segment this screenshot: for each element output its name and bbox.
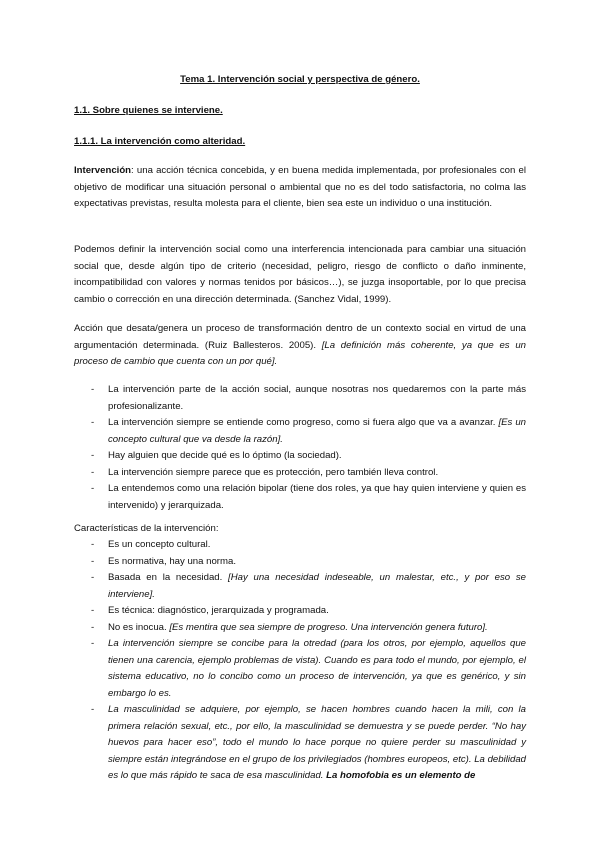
list-item: - Hay alguien que decide qué es lo óptimo (la sociedad).: [74, 448, 526, 465]
section-heading-1-1-1: 1.1.1. La intervención como alteridad.: [74, 136, 246, 147]
definition-term: Intervención: [74, 165, 132, 176]
dash-bullet: -: [91, 466, 95, 478]
list-item: - La intervención siempre se entiende como progreso, como si fuera algo que va a avanzar. [Es un concepto cultural que va desde la razón].: [91, 417, 526, 445]
paragraph-accion-text: Acción que desata/genera un proceso de transformación dentro de un contexto social en virtud de una argumentación determinada. (Ruiz Ballesteros. 2005).: [74, 323, 526, 351]
dash-bullet: -: [91, 450, 95, 461]
list-item: - La masculinidad se adquiere, por ejemplo, se hacen hombres cuando hacen la mili, con la primera relación sexual, etc., por ello, la masculinidad se demuestra y se puede perder. “No hay huevos para hacer eso”, todo el mundo lo hace porque no quiere perder su masculinidad y siempre están integrándose en el grupo de los privilegiados (hombres europeos, etc). La debilidad es lo que más rápido te saca de esa masculinidad. La homofobia es un elemento de: [91, 704, 526, 781]
dash-bullet: -: [91, 605, 95, 616]
dash-bullet: -: [91, 572, 95, 583]
paragraph-accion-note: [La definición más coherente, ya que es un proceso de cambio que cuenta con un por qué].: [74, 339, 526, 367]
paragraph-intervencion-social: Podemos definir la intervención social como una interferencia intencionada para cambiar una situación social que, desde algún tipo de criterio (necesidad, peligro, riesgo de conflicto o daño inminente, incompatibilidad con valores y normas tenidos por básicos…), se juzga insoportable, por lo que precisa cambio o corrección en una dirección determinada. (Sanchez Vidal, 1999).: [74, 244, 526, 305]
dash-bullet: -: [91, 483, 95, 494]
list-item: - La intervención parte de la acción social, aunque nosotras nos quedaremos con la parte más profesionalizante.: [91, 384, 526, 412]
list-item: - Es un concepto cultural.: [74, 537, 526, 554]
list-item: - La entendemos como una relación bipolar (tiene dos roles, ya que hay quien interviene y quien es intervenido) y jerarquizada.: [91, 483, 526, 511]
list-item: - Es técnica: diagnóstico, jerarquizada y programada.: [74, 603, 526, 620]
dash-bullet: -: [91, 539, 95, 550]
dash-bullet: -: [91, 704, 95, 715]
caracteristicas-heading: Características de la intervención:: [74, 523, 219, 534]
intervention-points-list: [74, 382, 526, 514]
definition-text: : una acción técnica concebida, y en buena medida implementada, por profesionales con el objetivo de modificar una situación personal o ambiental que no es del todo satisfactoria, no colma las expectativas previstas, resulta molesta para el cliente, bien sea este un individuo o una institución.: [74, 165, 526, 209]
dash-bullet: -: [91, 638, 95, 649]
list-item: - Es normativa, hay una norma.: [74, 554, 526, 571]
section-heading-1-1: 1.1. Sobre quienes se interviene.: [74, 105, 223, 116]
dash-bullet: -: [91, 384, 95, 395]
list-item: - Basada en la necesidad. [Hay una necesidad indeseable, un malestar, etc., y por eso se interviene].: [91, 572, 526, 600]
list-item: - La intervención siempre se concibe para la otredad (para los otros, por ejemplo, aquellos que tienen una carencia, ejemplo problemas de vista). Cuando es para todo el mundo, por ejemplo, el sistema educativo, no lo concibo como un proceso de intervención, ya que es genérico, y sin embargo lo es.: [91, 638, 526, 699]
dash-bullet: -: [91, 417, 95, 428]
document-title: Tema 1. Intervención social y perspectiva de género.: [180, 74, 420, 85]
list-item: - La intervención siempre parece que es protección, pero también lleva control.: [74, 465, 526, 482]
dash-bullet: -: [91, 555, 95, 567]
paragraph-intervencion-definition: [74, 163, 526, 213]
dash-bullet: -: [91, 621, 95, 633]
list-item: - No es inocua. [Es mentira que sea siempre de progreso. Una intervención genera futuro].: [74, 620, 526, 637]
caracteristicas-list: [74, 537, 526, 785]
paragraph-accion: [74, 321, 526, 371]
